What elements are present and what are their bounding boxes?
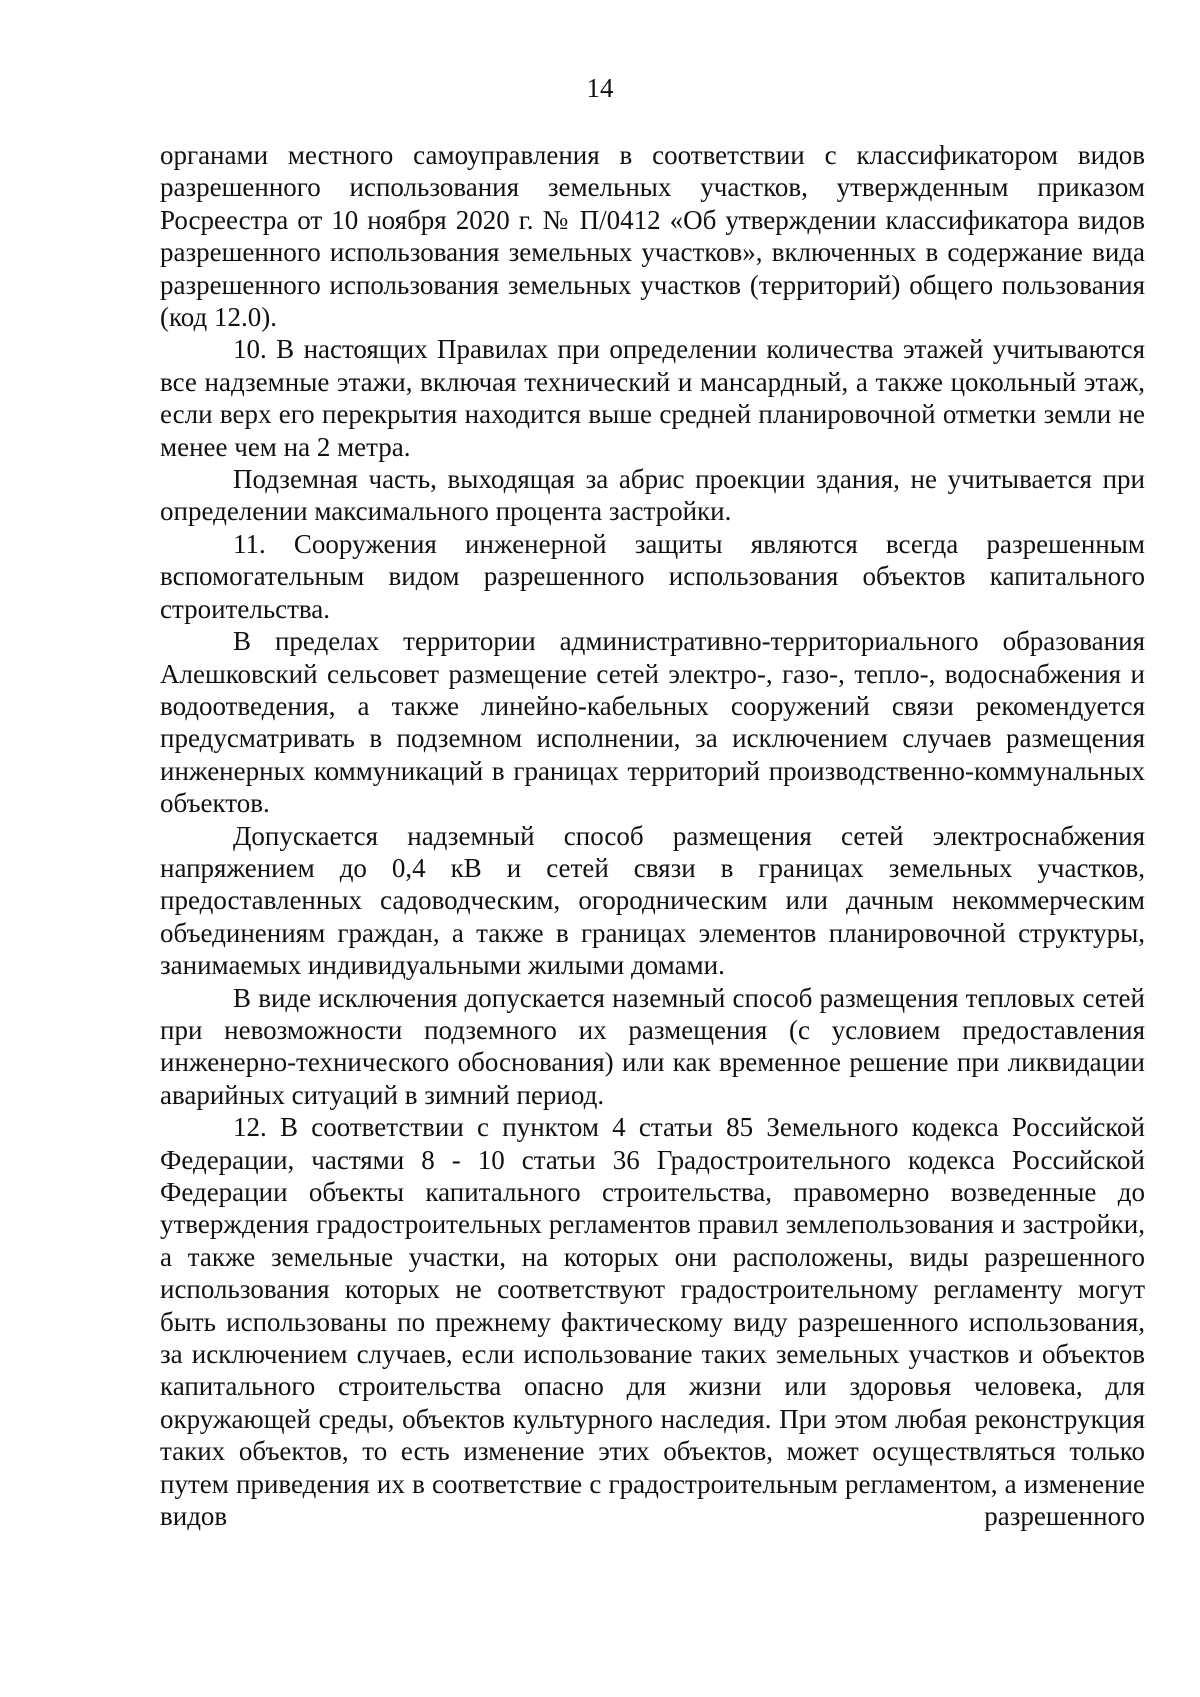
paragraph: Допускается надземный способ размещения сетей электроснабжения напряжением до 0,4 кВ и сетей связи в границах земельных участков, предоставленных садоводческим, огородническим или дачным некоммерческим объединениям граждан, а также в границах элементов планировочной структуры, занимаемых индивидуальными жилыми домами. [160, 820, 1145, 981]
page-number: 14 [586, 73, 614, 103]
document-body [160, 139, 1145, 1532]
paragraph: органами местного самоуправления в соответствии с классификатором видов разрешенного использования земельных участков, утвержденным приказом Росреестра от 10 ноября 2020 г. № П/0412 «Об утверждении классификатора видов разрешенного использования земельных участков», включенных в содержание вида разрешенного использования земельных участков (территорий) общего пользования (код 12.0). [160, 140, 1145, 333]
paragraph: 12. В соответствии с пунктом 4 статьи 85 Земельного кодекса Российской Федерации, частями 8 - 10 статьи 36 Градостроительного кодекса Российской Федерации объекты капитального строительства, правомерно возведенные до утверждения градостроительных регламентов правил землепользования и застройки, а также земельные участки, на которых они расположены, виды разрешенного использования которых не соответствуют градостроительному регламенту могут быть использованы по прежнему фактическому виду разрешенного использования, за исключением случаев, если использование таких земельных участков и объектов капитального строительства опасно для жизни или здоровья человека, для окружающей среды, объектов культурного наследия. При этом любая реконструкция таких объектов, то есть изменение этих объектов, может осуществляться только путем приведения их в соответствие с градостроительным регламентом, а изменение видов разрешенного [160, 1112, 1145, 1532]
paragraph: В пределах территории административно-территориального образования Алешковский сельсовет размещение сетей электро-, газо-, тепло-, водоснабжения и водоотведения, а также линейно-кабельных сооружений связи рекомендуется предусматривать в подземном исполнении, за исключением случаев размещения инженерных коммуникаций в границах территорий производственно-коммунальных объектов. [160, 626, 1145, 819]
paragraph: Подземная часть, выходящая за абрис проекции здания, не учитывается при определении максимального процента застройки. [160, 464, 1145, 527]
paragraph: 10. В настоящих Правилах при определении количества этажей учитываются все надземные этажи, включая технический и мансардный, а также цокольный этаж, если верх его перекрытия находится выше средней планировочной отметки земли не менее чем на 2 метра. [160, 334, 1145, 462]
paragraph: В виде исключения допускается наземный способ размещения тепловых сетей при невозможности подземного их размещения (с условием предоставления инженерно-технического обоснования) или как временное решение при ликвидации аварийных ситуаций в зимний период. [160, 982, 1145, 1110]
paragraph: 11. Сооружения инженерной защиты являются всегда разрешенным вспомогательным видом разрешенного использования объектов капитального строительства. [160, 528, 1145, 624]
